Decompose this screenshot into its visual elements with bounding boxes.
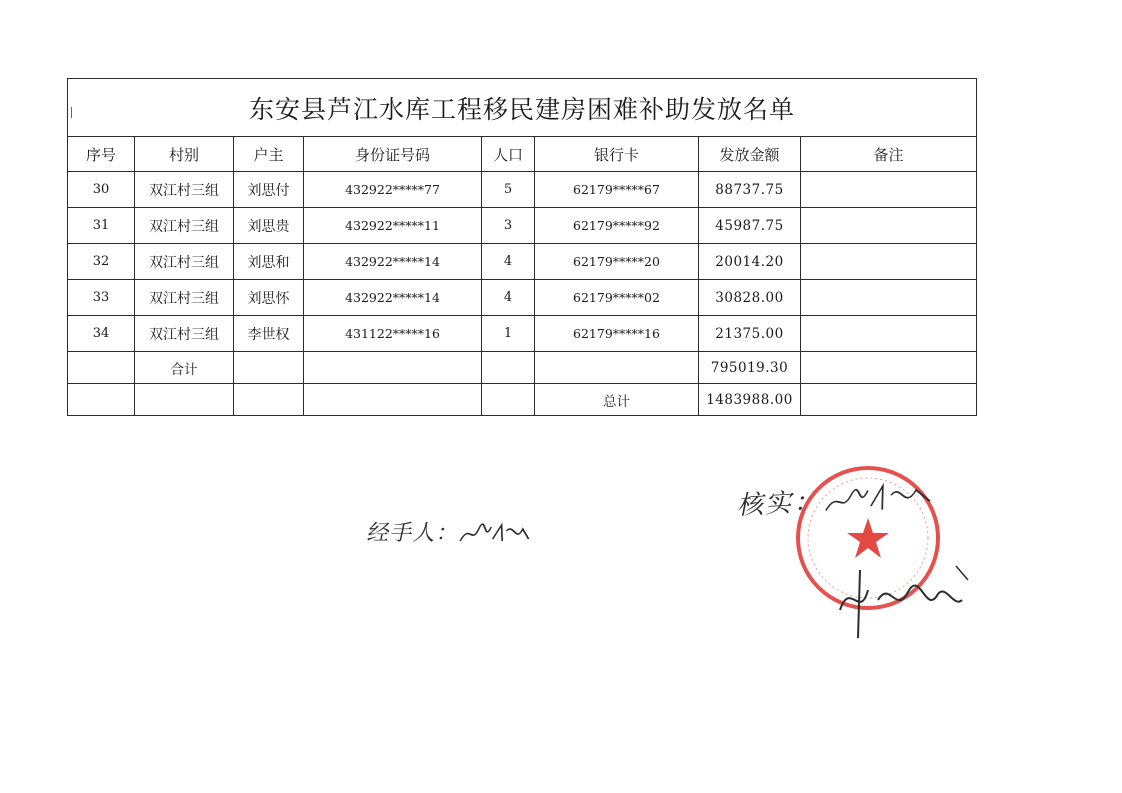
roster-table [67,78,977,416]
cell-village: 双江村三组 [135,172,234,208]
cell-id: 432922*****14 [304,280,482,316]
cell-card: 62179*****20 [535,244,699,280]
cell-amount: 45987.75 [699,208,801,244]
column-header: 人口 [482,137,535,172]
handler-label: 经手人： [365,521,463,546]
cell-village: 双江村三组 [135,244,234,280]
cell-empty [68,384,135,416]
subtotal-amount: 795019.30 [699,352,801,384]
cell-empty [801,352,977,384]
table-header [68,137,977,172]
cell-pop: 4 [482,280,535,316]
cell-empty [234,384,304,416]
cell-no: 32 [68,244,135,280]
cell-empty [535,352,699,384]
grand-total-label: 总计 [535,384,699,416]
approver-label: 核实： [735,486,827,522]
cell-head: 刘思贵 [234,208,304,244]
cell-note [801,244,977,280]
document-title-text: 东安县芦江水库工程移民建房困难补助发放名单 [249,94,796,124]
cell-empty [304,384,482,416]
table-row [68,316,977,352]
cell-id: 432922*****11 [304,208,482,244]
handler-signature [364,516,535,549]
cell-empty [234,352,304,384]
table-row [68,244,977,280]
cell-head: 刘思和 [234,244,304,280]
column-header: 发放金额 [699,137,801,172]
subsidy-roster [67,78,976,416]
column-header: 身份证号码 [304,137,482,172]
cell-empty [135,384,234,416]
cell-head: 刘思怀 [234,280,304,316]
cell-village: 双江村三组 [135,316,234,352]
column-header: 户主 [234,137,304,172]
cell-empty [304,352,482,384]
scan-mark [71,107,72,118]
cell-empty [482,352,535,384]
subtotal-label: 合计 [135,352,234,384]
column-header: 村别 [135,137,234,172]
approver-scribble [820,479,938,521]
cell-id: 431122*****16 [304,316,482,352]
cell-note [801,316,977,352]
cell-empty [801,384,977,416]
handler-scribble [457,519,535,549]
cell-empty [482,384,535,416]
cell-village: 双江村三组 [135,280,234,316]
cell-card: 62179*****16 [535,316,699,352]
cell-amount: 30828.00 [699,280,801,316]
cell-id: 432922*****77 [304,172,482,208]
cell-head: 李世权 [234,316,304,352]
cell-no: 33 [68,280,135,316]
cell-no: 30 [68,172,135,208]
column-header: 备注 [801,137,977,172]
cell-amount: 20014.20 [699,244,801,280]
column-header: 序号 [68,137,135,172]
cell-pop: 5 [482,172,535,208]
cell-card: 62179*****67 [535,172,699,208]
cell-head: 刘思付 [234,172,304,208]
cell-card: 62179*****02 [535,280,699,316]
cell-note [801,280,977,316]
subtotal-row [68,352,977,384]
cell-pop: 4 [482,244,535,280]
cell-no: 31 [68,208,135,244]
cell-no: 34 [68,316,135,352]
cell-note [801,208,977,244]
table-row [68,208,977,244]
document-title [68,79,977,137]
grand-total-amount: 1483988.00 [699,384,801,416]
table-row [68,280,977,316]
column-header: 银行卡 [535,137,699,172]
cell-pop: 1 [482,316,535,352]
grand-total-row [68,384,977,416]
cell-amount: 21375.00 [699,316,801,352]
cell-pop: 3 [482,208,535,244]
signature-scribble [830,560,970,640]
table-row [68,172,977,208]
cell-id: 432922*****14 [304,244,482,280]
cell-card: 62179*****92 [535,208,699,244]
cell-village: 双江村三组 [135,208,234,244]
cell-empty [68,352,135,384]
cell-amount: 88737.75 [699,172,801,208]
cell-note [801,172,977,208]
